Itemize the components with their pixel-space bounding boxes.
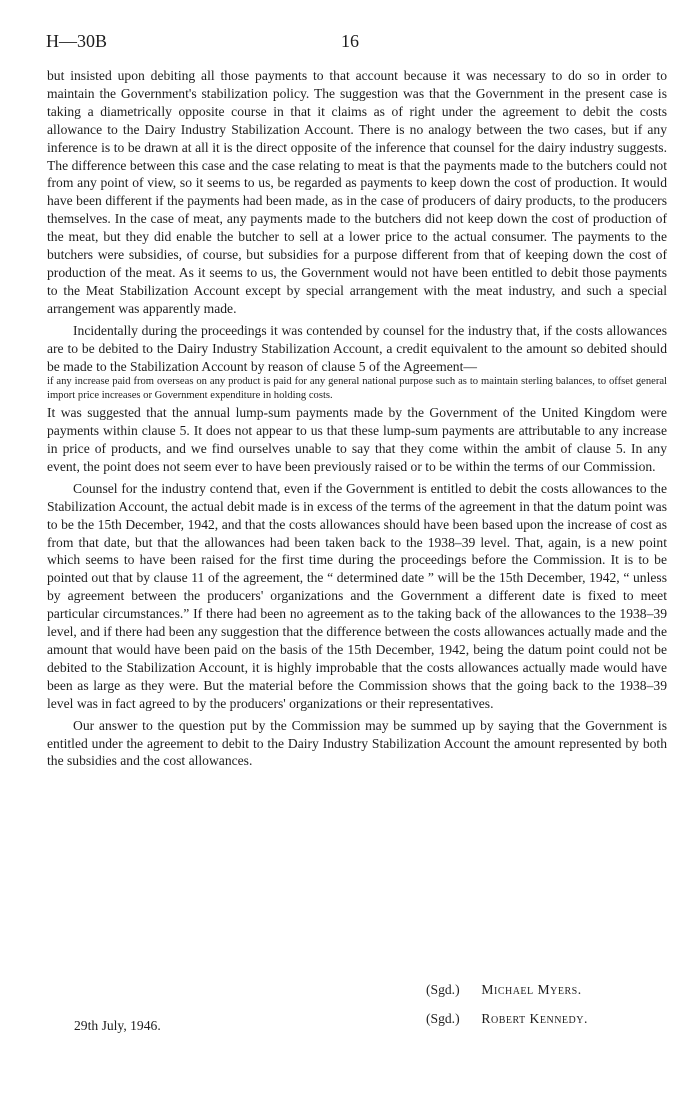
paragraph-4: Counsel for the industry contend that, even if the Government is entitled to debit the costs allowances to the Stabilization Account, the actual debit made is in excess of the terms of the agreement in that the datum point was to be the 15th December, 1942, and that the costs allowances should have been based upon the increase of cost as from that date, but that the allowances had been taken back to the 1938–39 level. That, again, is a new point which seems to have been raised for the first time during the proceedings before the Commission. It is to be pointed out that by clause 11 of the agreement, the “ determined date ” will be the 15th December, 1942, “ unless by agreement between the producers' organizations and the Government a different date is fixed to meet particular circumstances.” If there had been no agreement as to the taking back of the allowances to the 1938–39 level, and if there had been any suggestion that the difference between the costs allowances actually made and the amount that would have been paid on the basis of the 15th December, 1942, being the datum point could not be debited to the Stabilization Account, it is highly improbable that the costs allowances actually made would have been as large as they were. But the material before the Commission shows that the going back to the 1938–39 level was in fact agreed to by the producers' organizations or their representatives. [47, 480, 667, 711]
signature-line [426, 975, 588, 1004]
paragraph-5: Our answer to the question put by the Commission may be summed up by saying that the Government is entitled under the agreement to debit to the Dairy Industry Stabilization Account the amount represented by both the subsidies and the cost allowances. [47, 717, 667, 769]
document-date: 29th July, 1946. [74, 1018, 161, 1033]
page-number: 16 [341, 31, 359, 51]
signature-label: (Sgd.) [426, 982, 460, 997]
page-header [46, 31, 654, 53]
paragraph-1: but insisted upon debiting all those payments to that account because it was necessary to do so in order to maintain the Government's stabilization policy. The suggestion was that the Government in the present case is taking a diametrically opposite course in that it claims as of right under the agreement to debit the costs allowance to the Dairy Industry Stabilization Account. There is no analogy between the two cases, but if any inference is to be drawn at all it is the direct opposite of the inference that counsel for the dairy industry suggests. The difference between this case and the case relating to meat is that the payments made to the butchers could not from any point of view, so it seems to us, be regarded as payments to keep down the cost of production. It would have been different if the payments had been made, as in the case of producers of dairy products, to the producers themselves. In the case of meat, any payments made to the butchers did not keep down the cost of production of the meat, but they did enable the butcher to sell at a lower price to the actual consumer. The payments to the butchers were subsidies, of course, but subsidies for a purpose different from that of keeping down the cost of production of the meat. As it seems to us, the Government would not have been entitled to debit those payments to the Meat Stabilization Account except by special arrangement with the meat industry, and such a special arrangement was apparently made. [47, 68, 667, 316]
signatory-name: Michael Myers. [481, 982, 582, 997]
document-reference: H—30B [46, 31, 108, 51]
signature-line [426, 1004, 588, 1033]
paragraph-3: It was suggested that the annual lump-sum payments made by the Government of the United Kingdom were payments within clause 5. It does not appear to us that these lump-sum payments are attributable to any increase in price of products, and we find ourselves unable to say that they come within the ambit of clause 5. In any event, the point does not seem ever to have been previously raised or to be within the terms of our Commission. [47, 405, 667, 474]
signature-label: (Sgd.) [426, 1011, 460, 1026]
signatory-name: Robert Kennedy. [481, 1011, 588, 1026]
document-body [47, 67, 667, 770]
signature-block [426, 975, 588, 1033]
paragraph-2: Incidentally during the proceedings it was contended by counsel for the industry that, if the costs allowances are to be debited to the Dairy Industry Stabilization Account, a credit equivalent to the amount so debited should be made to the Stabilization Account by reason of clause 5 of the Agreement— [47, 322, 667, 374]
clause-5-quotation: if any increase paid from overseas on any product is paid for any general national purpose such as to maintain sterling balances, to offset general import price increases or Government expenditure in holding costs. [47, 376, 667, 401]
